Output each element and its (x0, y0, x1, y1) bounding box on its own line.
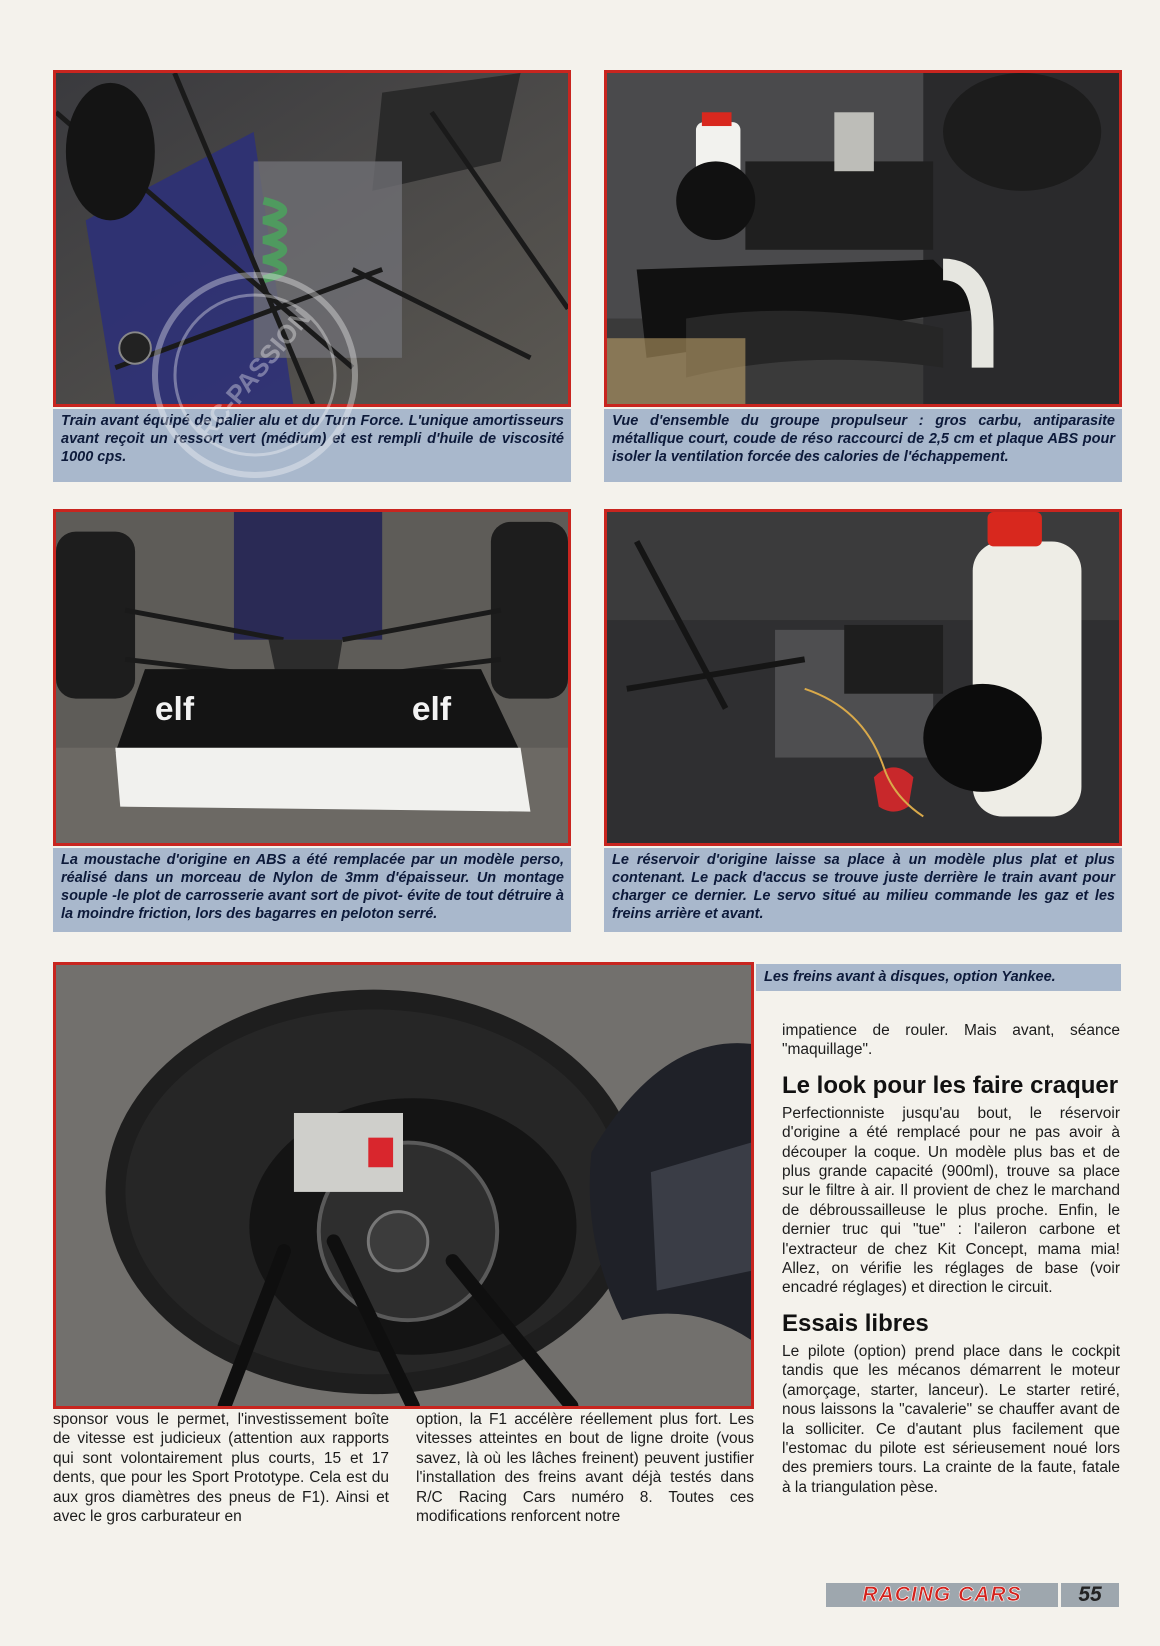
article-column-2 (416, 1410, 754, 1526)
column-1-text: sponsor vous le permet, l'investissement boîte de vitesse est judicieux (attention aux rapports qui sont volontairement plus courts, 15 et 17 dents, que pour les Sport Prototype. Cela est du aux gros diamètres des pneus de F1). Ainsi et avec le gros carburateur en (53, 1411, 389, 1526)
essais-paragraph: Le pilote (option) prend place dans le cockpit tandis que les mécanos démarrent le moteur (amorçage, starter, lanceur). Le starter retiré, nous laissons la "cavalerie" se chauffer avant de la solliciter. Ce d'autant plus facilement que l'estomac du pilote est sérieusement noué lors des premiers tours. La crainte de la faute, fatale à la triangulation pèse. (782, 1342, 1120, 1496)
front-wing-photo (53, 509, 571, 846)
article-column-1 (53, 1410, 389, 1526)
fuel-tank-illustration (607, 512, 1119, 843)
front-suspension-caption: Train avant équipé de palier alu et du Turn Force. L'unique amortisseurs avant reçoit un ressort vert (médium) et est rempli d'huile de viscosité 1000 cps. (53, 409, 571, 482)
magazine-brand (826, 1583, 1058, 1607)
watermark-stamp (140, 260, 370, 490)
front-wing-illustration (56, 512, 568, 843)
front-brake-photo (53, 962, 754, 1409)
engine-illustration (607, 73, 1119, 404)
column-3-intro: impatience de rouler. Mais avant, séance "maquillage". (782, 1022, 1120, 1059)
page-number: 55 (1078, 1583, 1102, 1606)
front-wing-caption: La moustache d'origine en ABS a été remplacée par un modèle perso, réalisé dans un morceau de Nylon de 3mm d'épaisseur. Un montage souple -le plot de carrosserie avant sort de pivot- évite de tout détruire à la moindre friction, lors des bagarres en peloton serré. (53, 848, 571, 932)
stamp-text: RC-PASSION (190, 302, 317, 446)
brakes-caption: Les freins avant à disques, option Yankee. (756, 964, 1121, 991)
column-2-text: option, la F1 accélère réellement plus fort. Les vitesses atteintes en bout de ligne droite (vous savez, là où les lâches freinent) peuvent justifier l'installation des freins avant déjà testés dans R/C Racing Cars numéro 8. Toutes ces modifications renforcent notre (416, 1411, 754, 1526)
engine-group-photo (604, 70, 1122, 407)
article-column-3 (782, 1021, 1120, 1497)
page-number-box (1061, 1583, 1119, 1607)
section-heading-look: Le look pour les faire craquer (782, 1071, 1119, 1099)
brand-text: RACING CARS (862, 1583, 1022, 1606)
front-brake-illustration (56, 965, 751, 1406)
engine-caption: Vue d'ensemble du groupe propulseur : gros carbu, antiparasite métallique court, coude de réso raccourci de 2,5 cm et plaque ABS pour isoler la ventilation forcée des calories de l'échappement. (604, 409, 1122, 482)
wing-logo-left: elf (154, 691, 195, 729)
section-heading-essais: Essais libres (782, 1309, 929, 1337)
wing-logo-right: elf (411, 691, 452, 729)
fuel-tank-caption: Le réservoir d'origine laisse sa place à un modèle plus plat et plus contenant. Le pack d'accus se trouve juste derrière le train avant pour charger ce dernier. Le servo situé au milieu commande les gaz et les freins arrière et avant. (604, 848, 1122, 932)
fuel-tank-photo (604, 509, 1122, 846)
look-paragraph: Perfectionniste jusqu'au bout, le réservoir d'origine a été remplacé pour ne pas avoir à découper la coque. Un modèle plus bas et de plus grande capacité (900ml), trouve sa place sur le filtre à air. Il provient de chez le marchand de débroussailleuse le plus proche. Enfin, le dernier truc qui "tue" : l'aileron carbone et l'extracteur de chez Kit Concept, mama mia! Allez, on vérifie les réglages de base (voir encadré réglages) et direction le circuit. (782, 1104, 1120, 1297)
